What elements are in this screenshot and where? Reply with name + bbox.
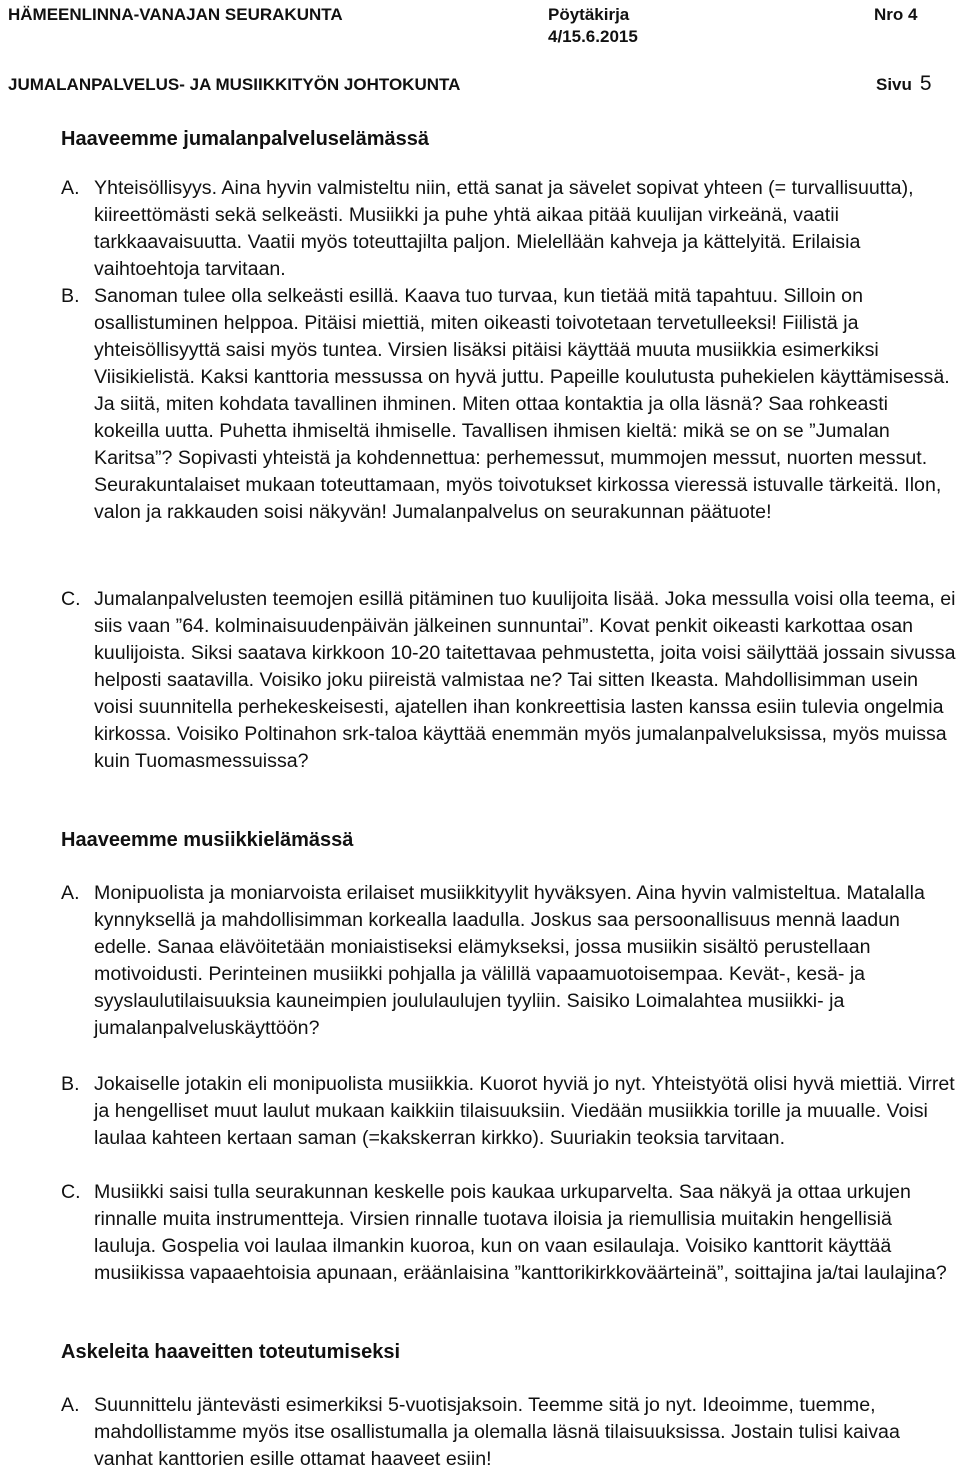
list-item	[61, 1179, 956, 1287]
list-item	[61, 175, 956, 283]
list-item	[61, 283, 956, 526]
item-text: Suunnittelu jäntevästi esimerkiksi 5-vuotisjaksoin. Teemme sitä jo nyt. Ideoimme, tuemme, mahdollistamme myös itse osallistumalla ja olemalla läsnä tilaisuuksissa. Jostain tulisi kaivaa vanhat kanttorien esille ottamat haaveet esiin!	[94, 1394, 900, 1470]
item-text: Monipuolista ja moniarvoista erilaiset musiikkityylit hyväksyen. Aina hyvin valmisteltua. Matalalla kynnyksellä ja mahdollisimman korkealla laadulla. Joskus saa persoonallisuus mennä laadun edelle. Sanaa elävöitetään moniaistiseksi elämykseksi, jossa musiikin sisältö perustellaan motivoidusti. Perinteinen musiikki pohjalla ja välillä vapaamuotoisempaa. Kevät-, kesä- ja syyslaulutilaisuuksia kauneimpien joululaulujen tyyliin. Saisiko Loimalahtea musiikki- ja jumalanpalveluskäyttöön?	[94, 882, 925, 1039]
item-label: A.	[61, 882, 80, 904]
item-label: C.	[61, 1181, 81, 1203]
list-item	[61, 880, 956, 1042]
item-text: Jokaiselle jotakin eli monipuolista musiikkia. Kuorot hyviä jo nyt. Yhteistyötä olisi hyvä miettiä. Virret ja hengelliset muut laulut mukaan kaikkiin tilaisuuksiin. Viedään musiikkia torille ja muualle. Voisi laulaa kahteen kertaan saman (=kakskerran kirkko). Suuriakin teoksia tarvitaan.	[94, 1073, 955, 1149]
item-label: A.	[61, 177, 80, 199]
list-item	[61, 586, 956, 775]
document-type: Pöytäkirja	[548, 5, 630, 24]
organization-name: HÄMEENLINNA-VANAJAN SEURAKUNTA	[8, 5, 343, 24]
document-date: 4/15.6.2015	[548, 27, 638, 46]
item-text: Yhteisöllisyys. Aina hyvin valmisteltu niin, että sanat ja sävelet sopivat yhteen (= turvallisuutta), kiireettömästi sekä selkeästi. Musiikki ja puhe yhtä aikaa pitää kuulijan virkeänä, vaatii tarkkaavaisuutta. Vaatii myös toteuttajilta paljon. Mielellään kahveja ja kättelyitä. Erilaisia vaihtoehtoja tarvitaan.	[94, 177, 914, 280]
section-title-worship: Haaveemme jumalanpalveluselämässä	[61, 128, 429, 150]
item-label: B.	[61, 1073, 80, 1095]
page-indicator	[876, 72, 932, 96]
section-title-music: Haaveemme musiikkielämässä	[61, 829, 354, 851]
item-label: C.	[61, 588, 81, 610]
item-label: A.	[61, 1394, 80, 1416]
committee-name: JUMALANPALVELUS- JA MUSIIKKITYÖN JOHTOKUNTA	[8, 75, 461, 94]
list-item	[61, 1071, 956, 1152]
page-number: 5	[919, 72, 932, 95]
document-number: Nro 4	[874, 5, 918, 24]
section-title-steps: Askeleita haaveitten toteutumiseksi	[61, 1341, 401, 1363]
item-text: Musiikki saisi tulla seurakunnan keskelle pois kaukaa urkuparvelta. Saa näkyä ja ottaa urkujen rinnalle muita instrumentteja. Virsien rinnalle tuotava iloisia ja riemullisia muitakin hengellisiä lauluja. Gospelia voi laulaa ilmankin kuoroa, kun on vaan esilaulaja. Voisiko kanttorit käyttää musiikissa vapaaehtoisia apunaan, eräänlaisina ”kanttorikirkkoväärteinä”, soittajina ja/tai laulajina?	[94, 1181, 947, 1284]
item-label: B.	[61, 285, 80, 307]
list-item	[61, 1392, 956, 1473]
page-label: Sivu	[876, 75, 912, 94]
item-text: Sanoman tulee olla selkeästi esillä. Kaava tuo turvaa, kun tietää mitä tapahtuu. Silloin on osallistuminen helppoa. Pitäisi miettiä, miten oikeasti toivotetaan tervetulleeksi! Fiilistä ja yhteisöllisyyttä saisi myös tuntea. Virsien lisäksi pitäisi käyttää muuta musiikkia esimerkiksi Viisikielistä. Kaksi kanttoria messussa on hyvä juttu. Papeille koulutusta puhekielen käyttämisessä. Ja siitä, miten kohdata tavallinen ihminen. Miten ottaa kontaktia ja olla läsnä? Saa rohkeasti kokeilla uutta. Puhetta ihmiseltä ihmiselle. Tavallisen ihmisen kieltä: mikä se on se ”Jumalan Karitsa”? Sopivasti yhteistä ja kohdennettua: perhemessut, mummojen messut, nuorten messut. Seurakuntalaiset mukaan toteuttamaan, myös toivotukset kirkossa vieressä istuvalle tärkeitä. Ilon, valon ja rakkauden soisi näkyvän! Jumalanpalvelus on seurakunnan päätuote!	[94, 285, 950, 523]
item-text: Jumalanpalvelusten teemojen esillä pitäminen tuo kuulijoita lisää. Joka messulla voisi olla teema, ei siis vaan ”64. kolminaisuudenpäivän jälkeinen sunnuntai”. Kovat penkit oikeasti karkottaa osan kuulijoista. Siksi saatava kirkkoon 10-20 taitettavaa pehmustetta, joita voisi säilyttää jossain sivussa helposti saatavilla. Voisiko joku piireistä valmistaa ne? Tai sitten Ikeasta. Mahdollisimman usein voisi suunnitella perhekeskeisesti, ajatellen ihan konkreettisia lasten kanssa esiin tulevia ongelmia kirkossa. Voisiko Poltinahon srk-taloa käyttää enemmän myös jumalanpalveluksissa, myös muissa kuin Tuomasmessuissa?	[94, 588, 956, 772]
